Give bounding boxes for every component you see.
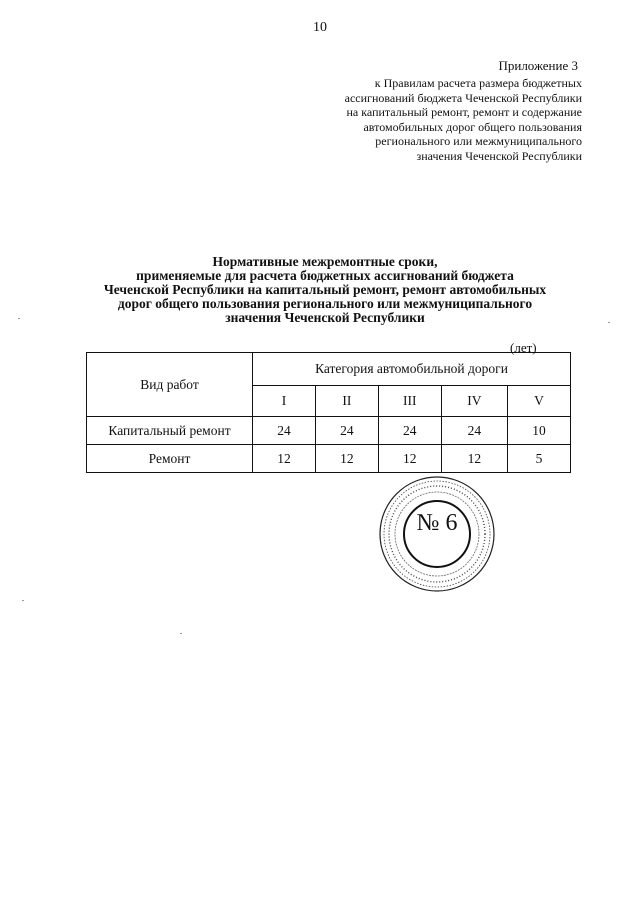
appendix-reference [282, 76, 582, 163]
title-line: Чеченской Республики на капитальный ремонт, ремонт автомобильных [103, 282, 547, 297]
work-name-cell: Ремонт [87, 445, 253, 473]
title-line: применяемые для расчета бюджетных ассигнований бюджета [136, 268, 514, 283]
title-line: дорог общего пользования регионального или межмуниципального [117, 296, 533, 311]
appendix-line: значения Чеченской Республики [416, 148, 582, 163]
intervals-table [86, 352, 571, 473]
value-cell: 10 [507, 417, 570, 445]
appendix-line: автомобильных дорог общего пользования [363, 119, 582, 134]
numbered-seal-stamp [378, 475, 496, 593]
category-cell: II [315, 386, 378, 417]
appendix-label: Приложение 3 [498, 58, 578, 73]
value-cell: 24 [253, 417, 316, 445]
appendix-line: на капитальный ремонт, ремонт и содержание [346, 105, 582, 119]
value-cell: 24 [315, 417, 378, 445]
appendix-line: ассигнований бюджета Чеченской Республики [344, 90, 582, 105]
work-name-cell: Капитальный ремонт [87, 417, 253, 445]
page-number: 10 [313, 20, 327, 35]
header-road-category: Категория автомобильной дороги [253, 353, 571, 386]
scan-speck [180, 633, 182, 634]
value-cell: 12 [315, 445, 378, 473]
header-work-type: Вид работ [87, 353, 253, 417]
table-header-row [87, 353, 571, 386]
category-cell: IV [441, 386, 507, 417]
table-row [87, 417, 571, 445]
value-cell: 24 [378, 417, 441, 445]
value-cell: 5 [507, 445, 570, 473]
category-cell: I [253, 386, 316, 417]
appendix-line: к Правилам расчета размера бюджетных [374, 76, 582, 90]
table-row [87, 445, 571, 473]
scan-speck [18, 318, 20, 319]
appendix-line: регионального или межмуниципального [375, 134, 582, 148]
value-cell: 24 [441, 417, 507, 445]
scan-speck [608, 322, 610, 323]
document-title [60, 255, 590, 325]
category-cell: III [378, 386, 441, 417]
category-cell: V [507, 386, 570, 417]
value-cell: 12 [378, 445, 441, 473]
scan-speck [22, 600, 24, 601]
title-line: Нормативные межремонтные сроки, [212, 254, 438, 269]
stamp-number: № 6 [416, 510, 458, 536]
value-cell: 12 [253, 445, 316, 473]
value-cell: 12 [441, 445, 507, 473]
title-line: значения Чеченской Республики [225, 310, 425, 325]
unit-label: (лет) [510, 340, 537, 355]
